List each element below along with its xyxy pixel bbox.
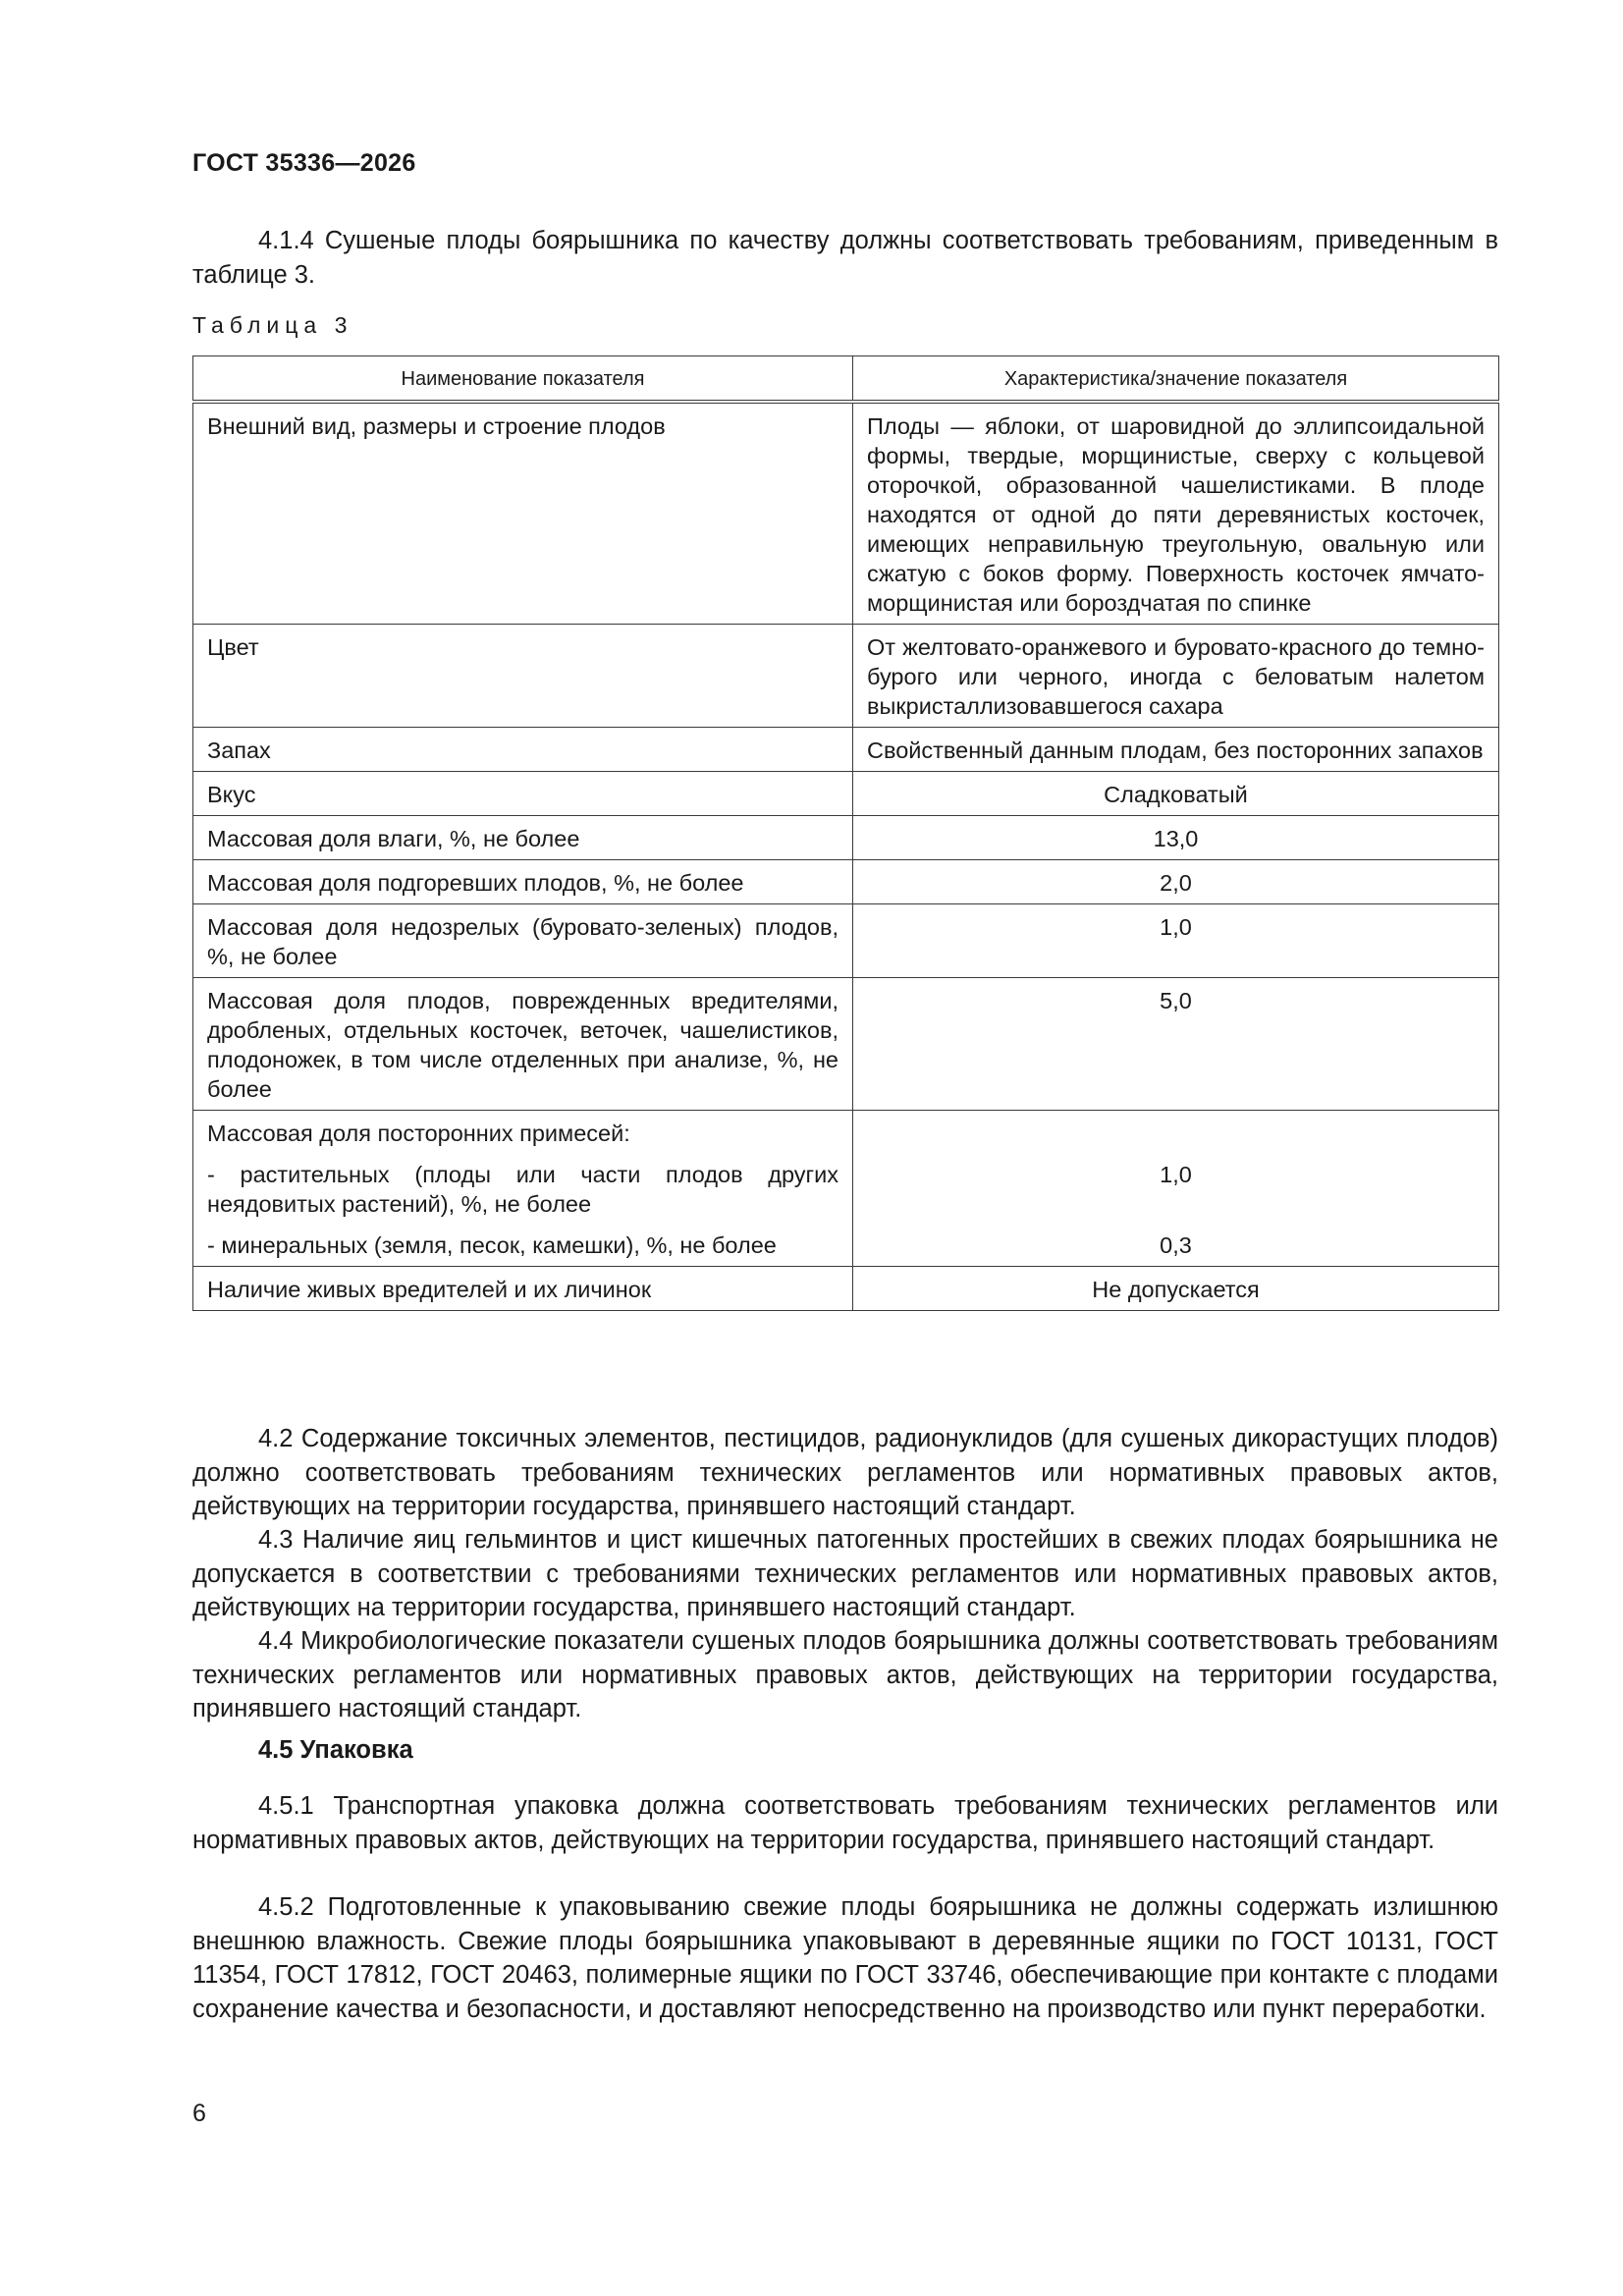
row-value: 5,0 [853, 978, 1499, 1111]
table-row [193, 772, 1499, 816]
row-value: 2,0 [853, 860, 1499, 904]
column-header-name: Наименование показателя [193, 356, 853, 403]
row-name: Внешний вид, размеры и строение плодов [193, 402, 853, 625]
column-header-value: Характеристика/значение показателя [853, 356, 1499, 403]
table-row [193, 860, 1499, 904]
row-value: Плоды — яблоки, от шаровидной до эллипсоидальной формы, твердые, морщинистые, сверху с кольцевой оторочкой, образованной чашелистиками. В плоде находятся от одной до пяти деревянистых косточек, имеющих неправильную треугольную, овальную или сжатую с боков форму. Поверхность косточек ямчато-морщинистая или бороздчатая по спинке [853, 402, 1499, 625]
table-3 [192, 355, 1499, 1311]
impurity-plant-name: - растительных (плоды или части плодов других неядовитых растений), %, не более [207, 1162, 839, 1217]
paragraph-4-1-4: 4.1.4 Сушеные плоды боярышника по качеству должны соответствовать требованиям, приведенным в таблице 3. [192, 227, 1498, 289]
row-value: Не допускается [853, 1267, 1499, 1311]
paragraph-4-3: 4.3 Наличие яиц гельминтов и цист кишечных патогенных простейших в свежих плодах боярышника не допускается в соответствии с требованиями технических регламентов или нормативных правовых актов, действующих на территории государства, принявшего настоящий стандарт. [192, 1526, 1498, 1621]
row-name: Вкус [193, 772, 853, 816]
row-value: 13,0 [853, 816, 1499, 860]
impurity-plant-value: 1,0 [1160, 1162, 1192, 1187]
document-header: ГОСТ 35336—2026 [192, 149, 416, 177]
impurities-names [193, 1111, 853, 1267]
paragraph-4-5-2: 4.5.2 Подготовленные к упаковыванию свежие плоды боярышника не должны содержать излишнюю внешнюю влажность. Свежие плоды боярышника упаковывают в деревянные ящики по ГОСТ 10131, ГОСТ 11354, ГОСТ 17812, ГОСТ 20463, полимерные ящики по ГОСТ 33746, обеспечивающие при контакте с плодами сохранение качества и безопасности, и доставляют непосредственно на производство или пункт переработки. [192, 1893, 1498, 2023]
table-row [193, 816, 1499, 860]
row-value: 1,0 [853, 904, 1499, 978]
table-row [193, 402, 1499, 625]
row-name: Массовая доля влаги, %, не более [193, 816, 853, 860]
row-name: Запах [193, 728, 853, 772]
table-label: Таблица 3 [192, 312, 353, 338]
table-row-impurities [193, 1111, 1499, 1267]
page-number: 6 [192, 2100, 206, 2127]
section-title-4-5: 4.5 Упаковка [258, 1736, 413, 1764]
row-name: Цвет [193, 625, 853, 728]
row-value: Свойственный данным плодам, без посторонних запахов [853, 728, 1499, 772]
table-row [193, 904, 1499, 978]
row-name: Наличие живых вредителей и их личинок [193, 1267, 853, 1311]
row-name: Массовая доля плодов, поврежденных вредителями, дробленых, отдельных косточек, веточек, чашелистиков, плодоножек, в том числе отделенных при анализе, %, не более [193, 978, 853, 1111]
impurities-title: Массовая доля посторонних примесей: [207, 1121, 630, 1146]
row-name: Массовая доля подгоревших плодов, %, не более [193, 860, 853, 904]
table-row [193, 625, 1499, 728]
row-value: Сладковатый [853, 772, 1499, 816]
paragraph-4-4: 4.4 Микробиологические показатели сушеных плодов боярышника должны соответствовать требованиям технических регламентов или нормативных правовых актов, действующих на территории государства, принявшего настоящий стандарт. [192, 1627, 1498, 1722]
table-row [193, 1267, 1499, 1311]
paragraph-4-2: 4.2 Содержание токсичных элементов, пестицидов, радионуклидов (для сушеных дикорастущих плодов) должно соответствовать требованиям технических регламентов или нормативных правовых актов, действующих на территории государства, принявшего настоящий стандарт. [192, 1425, 1498, 1520]
impurity-mineral-name: - минеральных (земля, песок, камешки), %, не более [207, 1232, 777, 1258]
impurities-values [853, 1111, 1499, 1267]
table-row [193, 978, 1499, 1111]
table-header-row [193, 356, 1499, 403]
row-value: От желтовато-оранжевого и буровато-красного до темно-бурого или черного, иногда с беловатым налетом выкристаллизовавшегося сахара [853, 625, 1499, 728]
impurity-mineral-value: 0,3 [1160, 1232, 1192, 1258]
row-name: Массовая доля недозрелых (буровато-зеленых) плодов, %, не более [193, 904, 853, 978]
paragraph-4-5-1: 4.5.1 Транспортная упаковка должна соответствовать требованиям технических регламентов или нормативных правовых актов, действующих на территории государства, принявшего настоящий стандарт. [192, 1792, 1498, 1854]
table-row [193, 728, 1499, 772]
